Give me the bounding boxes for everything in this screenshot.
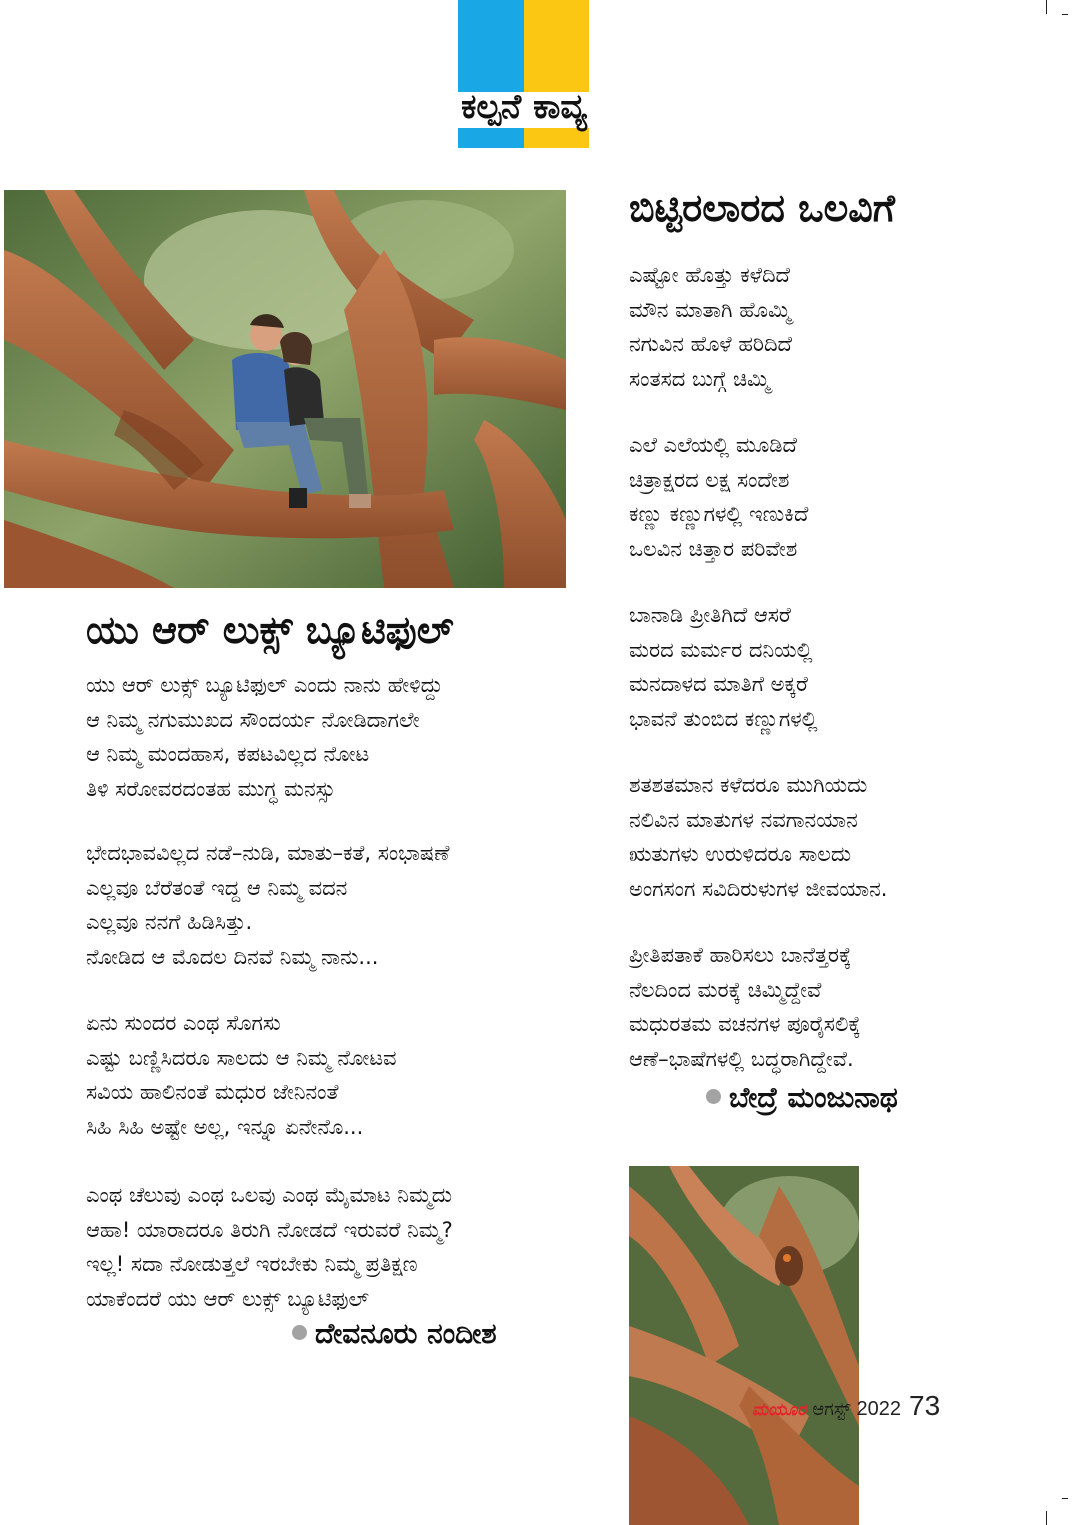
poem-line: ಕಣ್ಣು ಕಣ್ಣುಗಳಲ್ಲಿ ಇಣುಕಿದೆ (629, 502, 809, 526)
poem-line: ನೋಡಿದ ಆ ಮೊದಲ ದಿನವೆ ನಿಮ್ಮ ನಾನು... (86, 944, 379, 969)
magazine-name: ಮಯೂರ (752, 1400, 807, 1420)
poem-line: ಮಧುರತಮ ವಚನಗಳ ಪೂರೈಸಲಿಕ್ಕೆ (629, 1012, 861, 1036)
poem-line: ಇಲ್ಲ! ಸದಾ ನೋಡುತ್ತಲೆ ಇರಬೇಕು ನಿಮ್ಮ ಪ್ರತಿಕ್ಷಣ (86, 1252, 418, 1276)
author-name: ಬೇದ್ರೆ ಮಂಜುನಾಥ (729, 1081, 898, 1114)
author-left (292, 1314, 497, 1354)
poem-line: ಎಲ್ಲವೂ ನನಗೆ ಹಿಡಿಸಿತ್ತು. (86, 910, 253, 934)
poem-line: ಸವಿಯ ಹಾಲಿನಂತೆ ಮಧುರ ಜೇನಿನಂತೆ (86, 1080, 339, 1104)
photo-tree-branches (629, 1166, 859, 1525)
poem-line: ಎಂಥ ಚೆಲುವು ಎಂಥ ಒಲವು ಎಂಥ ಮೈಮಾಟ ನಿಮ್ಮದು (86, 1183, 453, 1207)
photo-couple-on-tree (4, 190, 566, 588)
issue-month: ಆಗಸ್ಟ್ (812, 1399, 851, 1420)
page-number: 73 (909, 1390, 941, 1421)
poem-line: ಆಣೆ–ಭಾಷೆಗಳಲ್ಲಿ ಬದ್ಧರಾಗಿದ್ದೇವೆ. (629, 1046, 854, 1071)
bullet-dot (706, 1089, 721, 1104)
poem-right-stanza (629, 938, 861, 1076)
poem-line: ಸಿಹಿ ಸಿಹಿ ಅಷ್ಟೇ ಅಲ್ಲ, ಇನ್ನೂ ಏನೇನೊ... (86, 1114, 364, 1139)
section-title: ಕಲ್ಪನೆ ಕಾವ್ಯ (461, 87, 587, 127)
poem-line: ಯು ಆರ್ ಲುಕ್ಸ್ ಬ್ಯೂಟಿಫುಲ್ ಎಂದು ನಾನು ಹೇಳಿದ್ದು (86, 673, 443, 697)
poem-line: ಎಲೆ ಎಲೆಯಲ್ಲಿ ಮೂಡಿದೆ (629, 433, 797, 457)
poem-line: ಚಿತ್ರಾಕ್ಷರದ ಲಕ್ಷ ಸಂದೇಶ (629, 467, 790, 492)
poem-line: ಋತುಗಳು ಉರುಳಿದರೂ ಸಾಲದು (629, 842, 852, 866)
poem-line: ಸಂತಸದ ಬುಗ್ಗೆ ಚಿಮ್ಮಿ (629, 366, 770, 391)
poem-line: ಮರದ ಮರ್ಮರ ದನಿಯಲ್ಲಿ (629, 637, 813, 662)
poem-line: ಆಹಾ! ಯಾರಾದರೂ ತಿರುಗಿ ನೋಡದೆ ಇರುವರೆ ನಿಮ್ಮ? (86, 1217, 453, 1242)
poem-line: ಅಂಗಸಂಗ ಸವಿದಿರುಳುಗಳ ಜೀವಯಾನ. (629, 876, 888, 901)
poem-line: ಭಾವನೆ ತುಂಬಿದ ಕಣ್ಣುಗಳಲ್ಲಿ (629, 706, 818, 731)
poem-line: ನೆಲದಿಂದ ಮರಕ್ಕೆ ಚಿಮ್ಮಿದ್ದೇವೆ (629, 977, 822, 1002)
crop-mark (1046, 0, 1047, 14)
page-footer (752, 1390, 940, 1430)
poem-right-stanza (629, 428, 808, 566)
poem-line: ಪ್ರೀತಿಪತಾಕೆ ಹಾರಿಸಲು ಬಾನೆತ್ತರಕ್ಕೆ (629, 943, 852, 967)
poem-line: ಶತಶತಮಾನ ಕಳೆದರೂ ಮುಗಿಯದು (629, 773, 868, 797)
poem-right-stanza (629, 598, 818, 736)
poem-right-stanza (629, 258, 792, 396)
poem-line: ನಗುವಿನ ಹೊಳೆ ಹರಿದಿದೆ (629, 332, 792, 356)
poem-title-left: ಯು ಆರ್ ಲುಕ್ಸ್ ಬ್ಯೂಟಿಫುಲ್ (86, 608, 454, 652)
poem-title-right: ಬಿಟ್ಟಿರಲಾರದ ಒಲವಿಗೆ (629, 186, 895, 230)
poem-line: ಮನದಾಳದ ಮಾತಿಗೆ ಅಕ್ಕರೆ (629, 672, 808, 696)
poem-line: ಒಲವಿನ ಚಿತ್ತಾರ ಪರಿವೇಶ (629, 536, 798, 561)
poem-line: ಮೌನ ಮಾತಾಗಿ ಹೊಮ್ಮಿ (629, 297, 791, 322)
issue-year: 2022 (856, 1398, 902, 1420)
poem-line: ನಲಿವಿನ ಮಾತುಗಳ ನವಗಾನಯಾನ (629, 807, 858, 832)
author-right (706, 1078, 898, 1118)
poem-line: ಎಲ್ಲವೂ ಬೆರೆತಂತೆ ಇದ್ದ ಆ ನಿಮ್ಮ ವದನ (86, 875, 348, 900)
poem-left-stanza (86, 1178, 453, 1316)
author-name: ದೇವನೂರು ನಂದೀಶ (315, 1317, 497, 1350)
poem-line: ತಿಳಿ ಸರೋವರದಂತಹ ಮುಗ್ಧ ಮನಸ್ಸು (86, 776, 336, 801)
poem-line: ಬಾನಾಡಿ ಪ್ರೀತಿಗಿದೆ ಆಸರೆ (629, 603, 791, 627)
poem-line: ಆ ನಿಮ್ಮ ಮಂದಹಾಸ, ಕಪಟವಿಲ್ಲದ ನೋಟ (86, 742, 370, 766)
poem-line: ಎಷ್ಟು ಬಣ್ಣಿಸಿದರೂ ಸಾಲದು ಆ ನಿಮ್ಮ ನೋಟವ (86, 1045, 397, 1070)
poem-line: ಏನು ಸುಂದರ ಎಂಥ ಸೊಗಸು (86, 1011, 281, 1035)
crop-mark (1046, 1511, 1047, 1525)
crop-mark (1062, 14, 1068, 15)
bullet-dot (292, 1325, 307, 1340)
poem-line: ಯಾಕೆಂದರೆ ಯು ಆರ್ ಲುಕ್ಸ್ ಬ್ಯೂಟಿಫುಲ್ (86, 1286, 369, 1311)
poem-line: ಆ ನಿಮ್ಮ ನಗುಮುಖದ ಸೌಂದರ್ಯ ನೋಡಿದಾಗಲೇ (86, 707, 420, 732)
poem-left-stanza (86, 668, 443, 806)
poem-line: ಭೇದಭಾವವಿಲ್ಲದ ನಡೆ–ನುಡಿ, ಮಾತು–ಕತೆ, ಸಂಭಾಷಣೆ (86, 841, 450, 865)
poem-left-stanza (86, 1006, 397, 1144)
poem-right-stanza (629, 768, 887, 906)
poem-line: ಎಷ್ಟೋ ಹೊತ್ತು ಕಳೆದಿದೆ (629, 263, 790, 287)
crop-mark (1062, 1498, 1068, 1499)
poem-left-stanza (86, 836, 450, 974)
